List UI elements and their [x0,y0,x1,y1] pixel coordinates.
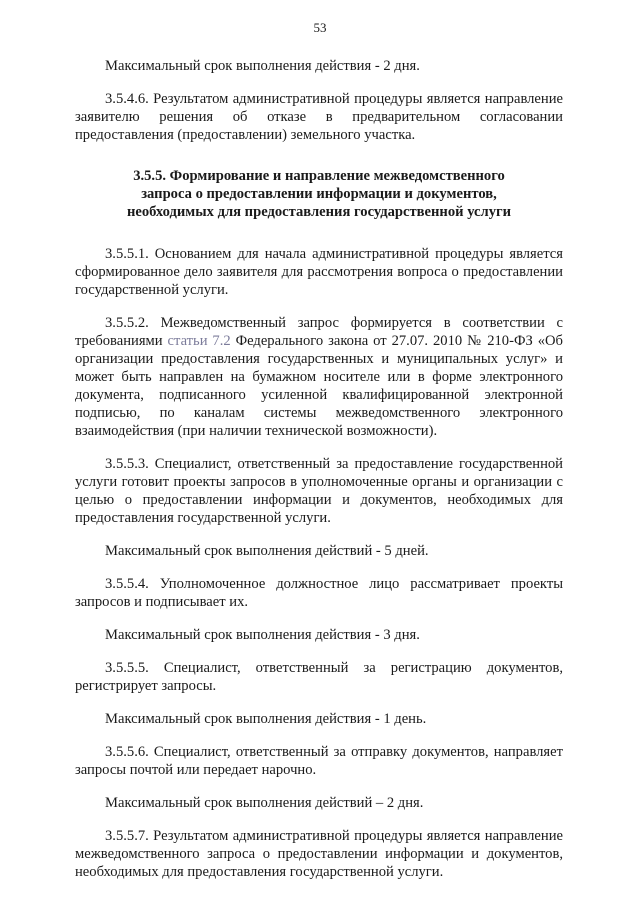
heading-line-2: запроса о предоставлении информации и документов, [141,186,497,202]
document-body [75,57,563,896]
paragraph-3-5-5-2-start: 3.5.5.2. Межведомственный запрос формируется в соответствии с требованиями [75,315,563,349]
paragraph-3-5-5-2-end: Федерального закона от 27.07. 2010 № 210-ФЗ «Об организации предоставления государственных и муниципальных услуг» и может быть направлен на бумажном носителе или в форме электронного документа, подписанного усиленной квалифицированной электронной подписью, по каналам системы межведомственного электронного взаимодействия (при наличии технической возможности). [75,333,563,439]
section-heading-3-5-5 [75,167,563,221]
paragraph-3-5-4-6: 3.5.4.6. Результатом административной процедуры является направление заявителю решения об отказе в предварительном согласовании предоставления (предоставлении) земельного участка. [75,91,563,143]
paragraph-3-5-5-5: 3.5.5.5. Специалист, ответственный за регистрацию документов, регистрирует запросы. [75,660,563,694]
paragraph-max-term-3-days: Максимальный срок выполнения действия - 3 дня. [105,627,420,643]
paragraph-3-5-5-6: 3.5.5.6. Специалист, ответственный за отправку документов, направляет запросы почтой или передает нарочно. [75,744,563,778]
paragraph-3-5-5-3: 3.5.5.3. Специалист, ответственный за предоставление государственной услуги готовит проекты запросов в уполномоченные органы и организации с целью о предоставлении информации и документов, необходимых для предоставления государственной услуги. [75,456,563,526]
paragraph-max-term-2-days: Максимальный срок выполнения действия - 2 дня. [105,58,420,74]
paragraph-3-5-5-2 [75,314,563,440]
paragraph-3-5-5-7: 3.5.5.7. Результатом административной процедуры является направление межведомственного запроса о предоставлении информации и документов, необходимых для предоставления государственной услуги. [75,828,563,880]
heading-line-1: 3.5.5. Формирование и направление межведомственного [133,168,505,184]
paragraph-3-5-5-4: 3.5.5.4. Уполномоченное должностное лицо рассматривает проекты запросов и подписывает их. [75,576,563,610]
page-number: 53 [313,20,327,35]
paragraph-max-term-2-days-actions: Максимальный срок выполнения действий – 2 дня. [105,795,424,811]
heading-line-3: необходимых для предоставления государственной услуги [126,204,512,220]
paragraph-max-term-1-day: Максимальный срок выполнения действия - 1 день. [105,711,427,727]
paragraph-3-5-5-1: 3.5.5.1. Основанием для начала административной процедуры является сформированное дело заявителя для рассмотрения вопроса о предоставлении государственной услуги. [75,246,563,298]
law-article-link[interactable]: статьи 7.2 [167,333,231,349]
paragraph-max-term-5-days: Максимальный срок выполнения действий - 5 дней. [105,543,429,559]
